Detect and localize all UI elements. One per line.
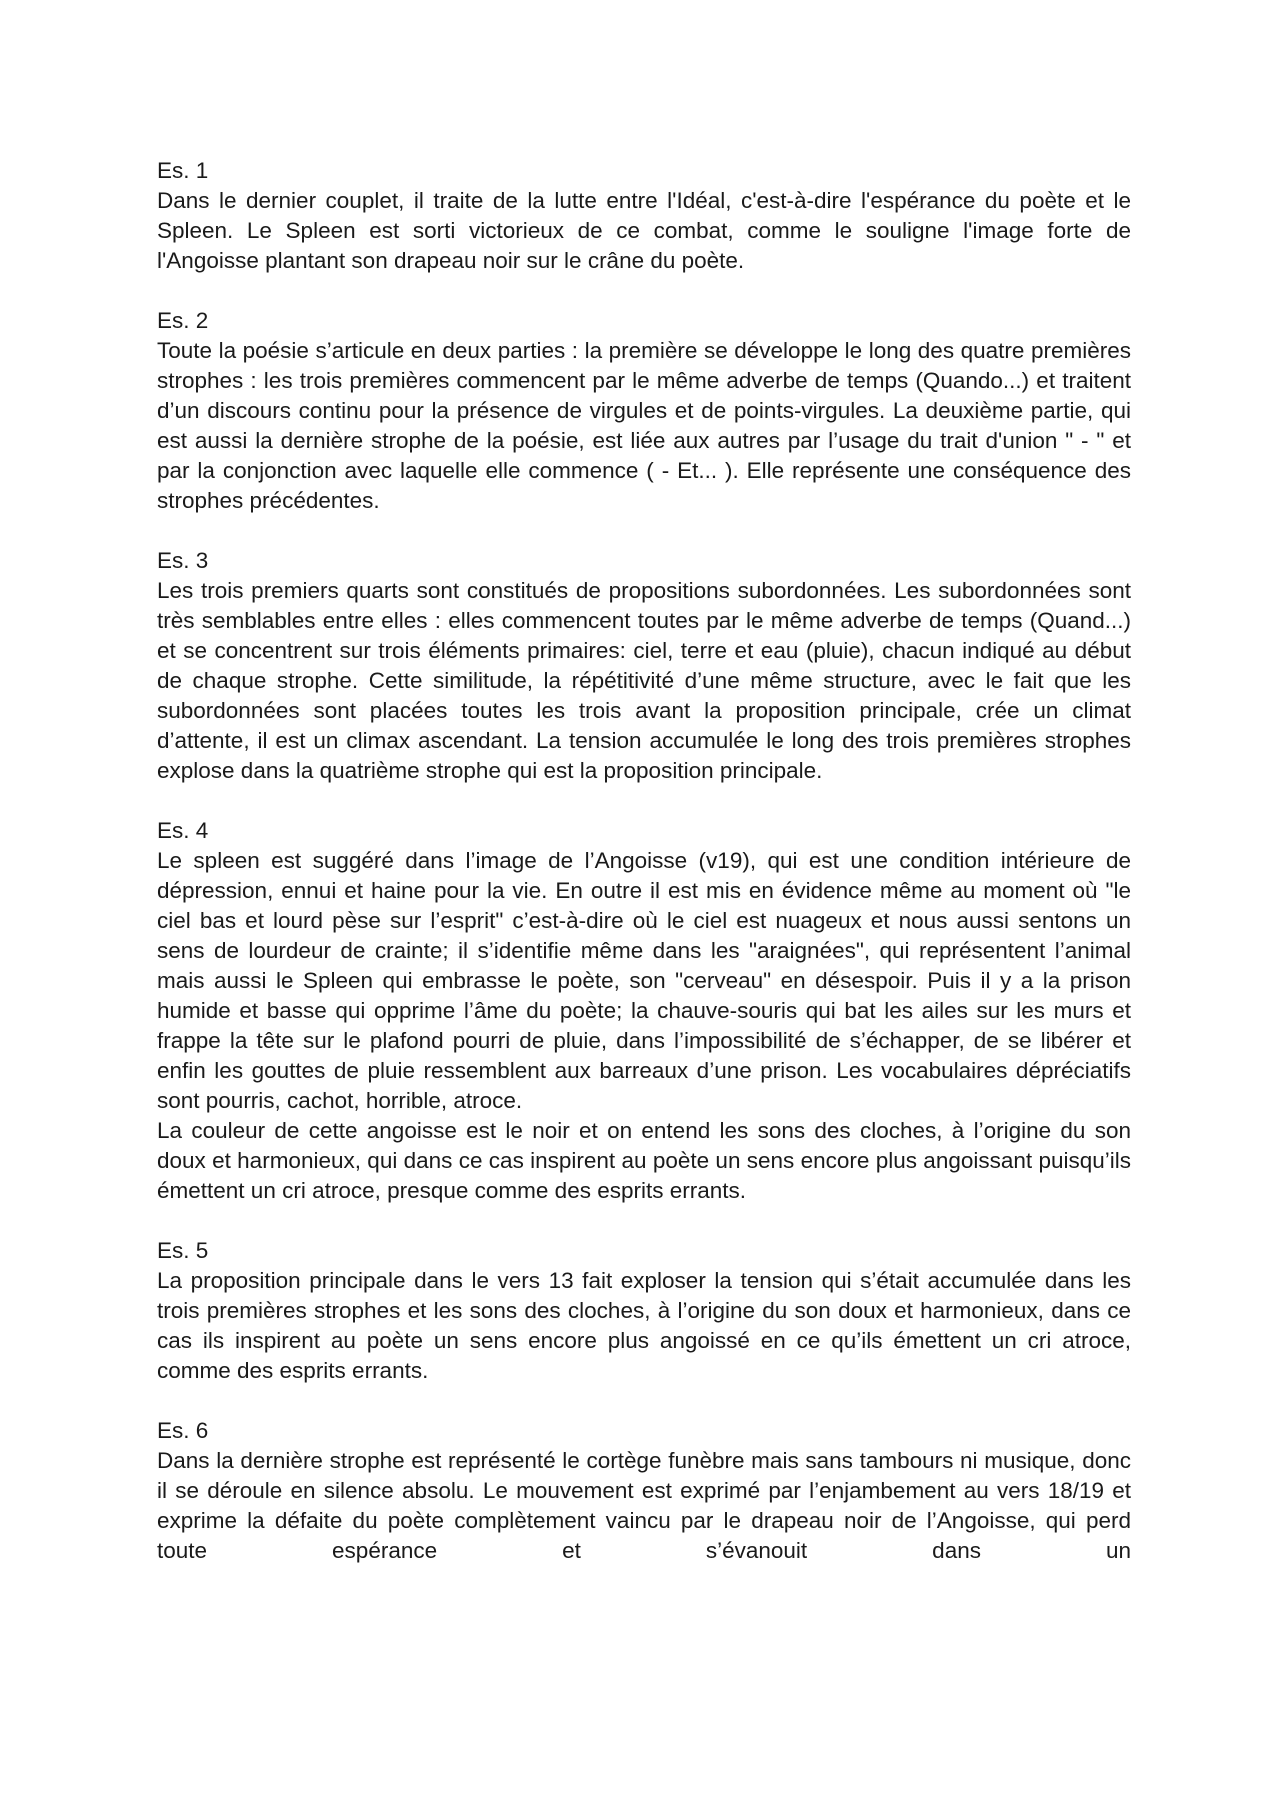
exercise-paragraph: La proposition principale dans le vers 13 fait exploser la tension qui s’était accumulée dans les trois premières strophes et les sons des cloches, à l’origine du son doux et harmonieux, dans ce cas ils inspirent au poète un sens encore plus angoissé en ce qu’ils émettent un cri atroce, comme des esprits errants.	[157, 1268, 1131, 1383]
exercise-title: Es. 4	[157, 818, 209, 843]
exercise-2	[157, 306, 1131, 516]
exercise-title: Es. 1	[157, 158, 209, 183]
exercise-1	[157, 156, 1131, 276]
exercise-paragraph: Dans le dernier couplet, il traite de la lutte entre l'Idéal, c'est-à-dire l'espérance du poète et le Spleen. Le Spleen est sorti victorieux de ce combat, comme le souligne l'image forte de l'Angoisse plantant son drapeau noir sur le crâne du poète.	[157, 188, 1131, 273]
exercise-title: Es. 2	[157, 308, 209, 333]
exercise-title: Es. 6	[157, 1418, 209, 1443]
exercise-5	[157, 1236, 1131, 1386]
exercise-paragraph: La couleur de cette angoisse est le noir et on entend les sons des cloches, à l’origine du son doux et harmonieux, qui dans ce cas inspirent au poète un sens encore plus angoissant puisqu’ils émettent un cri atroce, presque comme des esprits errants.	[157, 1118, 1131, 1203]
exercise-title: Es. 5	[157, 1238, 209, 1263]
exercise-paragraph: Dans la dernière strophe est représenté le cortège funèbre mais sans tambours ni musique, donc il se déroule en silence absolu. Le mouvement est exprimé par l’enjambement au vers 18/19 et exprime la défaite du poète complètement vaincu par le drapeau noir de l’Angoisse, qui perd toute espérance et s’évanouit dans un	[157, 1448, 1131, 1563]
exercise-6	[157, 1416, 1131, 1566]
exercise-4	[157, 816, 1131, 1206]
exercise-3	[157, 546, 1131, 786]
exercise-title: Es. 3	[157, 548, 209, 573]
exercise-paragraph: Les trois premiers quarts sont constitués de propositions subordonnées. Les subordonnées sont très semblables entre elles : elles commencent toutes par le même adverbe de temps (Quand...) et se concentrent sur trois éléments primaires: ciel, terre et eau (pluie), chacun indiqué au début de chaque strophe. Cette similitude, la répétitivité d’une même structure, avec le fait que les subordonnées sont placées toutes les trois avant la proposition principale, crée un climat d’attente, il est un climax ascendant. La tension accumulée le long des trois premières strophes explose dans la quatrième strophe qui est la proposition principale.	[157, 578, 1131, 783]
document-page	[157, 156, 1131, 1596]
exercise-paragraph: Toute la poésie s’articule en deux parties : la première se développe le long des quatre premières strophes : les trois premières commencent par le même adverbe de temps (Quando...) et traitent d’un discours continu pour la présence de virgules et de points-virgules. La deuxième partie, qui est aussi la dernière strophe de la poésie, est liée aux autres par l’usage du trait d'union " - " et par la conjonction avec laquelle elle commence ( - Et... ). Elle représente une conséquence des strophes précédentes.	[157, 338, 1131, 513]
exercise-paragraph: Le spleen est suggéré dans l’image de l’Angoisse (v19), qui est une condition intérieure de dépression, ennui et haine pour la vie. En outre il est mis en évidence même au moment où "le ciel bas et lourd pèse sur l’esprit" c’est-à-dire où le ciel est nuageux et nous aussi sentons un sens de lourdeur de crainte; il s’identifie même dans les "araignées", qui représentent l’animal mais aussi le Spleen qui embrasse le poète, son "cerveau" en désespoir. Puis il y a la prison humide et basse qui opprime l’âme du poète; la chauve-souris qui bat les ailes sur les murs et frappe la tête sur le plafond pourri de pluie, dans l’impossibilité de s’échapper, de se libérer et enfin les gouttes de pluie ressemblent aux barreaux d’une prison. Les vocabulaires dépréciatifs sont pourris, cachot, horrible, atroce.	[157, 848, 1131, 1113]
